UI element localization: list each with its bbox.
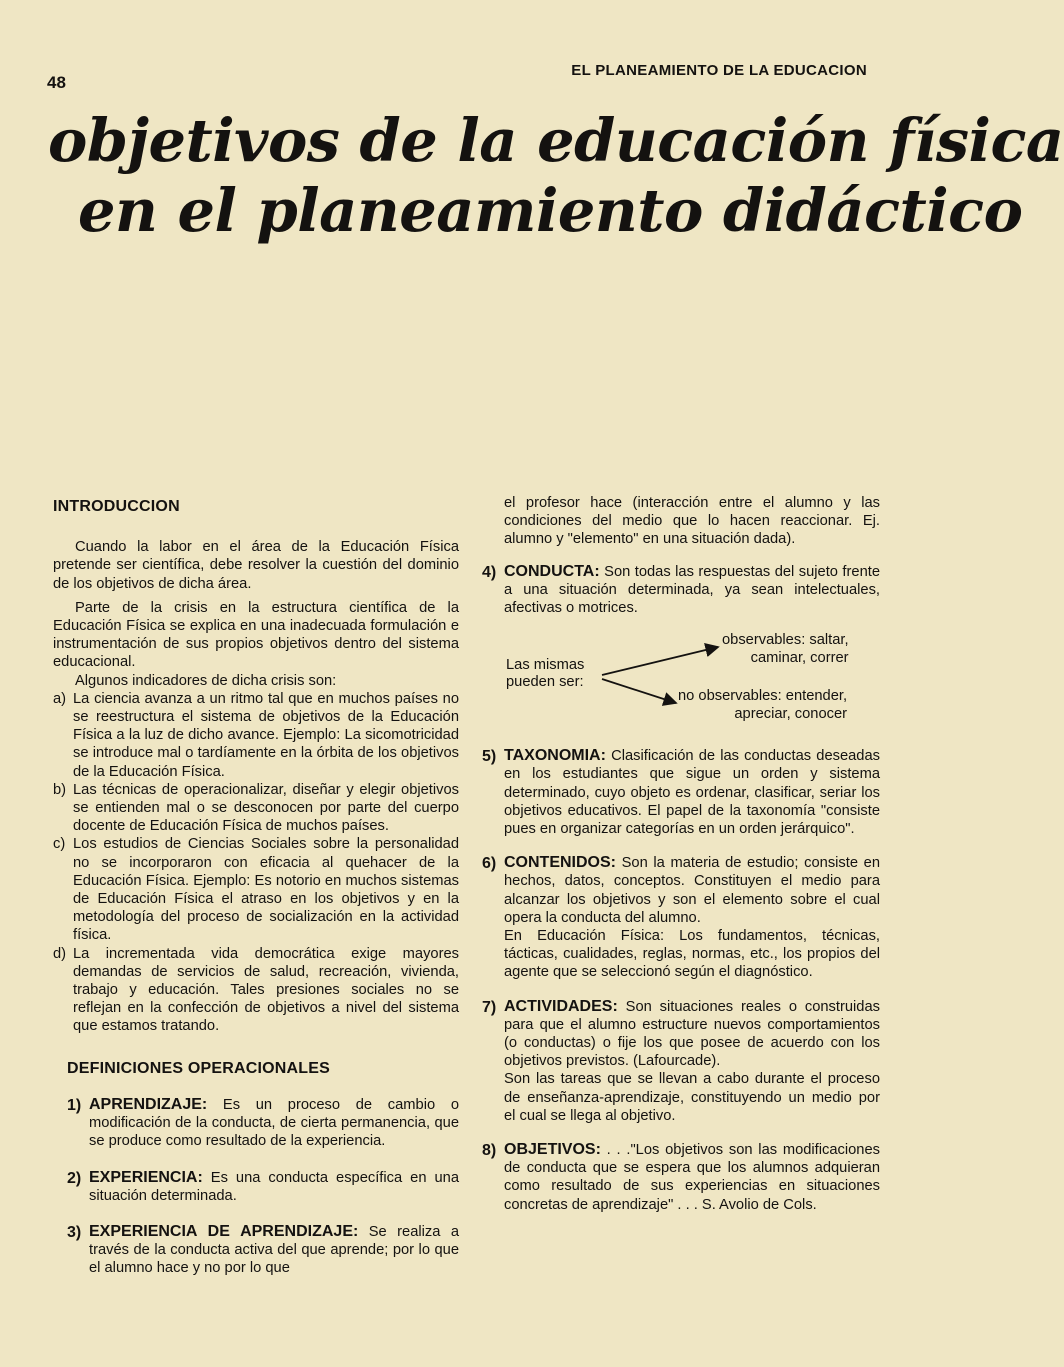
definition-item: [482, 563, 880, 618]
definition-text: Son situaciones reales o construidas para que el alumno estructure nuevos comportamientos (o conductas) o fije los que posee de acuerdo con los objetivos previstos. (Lafourcade).: [504, 998, 880, 1070]
list-item-text: La incrementada vida democrática exige mayores demandas de servicios de salud, recreación, vivienda, trabajo y educación. Tales presiones sociales no se reflejan en la confección de objetivos a nivel del sistema que estamos tratando.: [73, 945, 459, 1035]
definition-item: [67, 1096, 459, 1151]
definition-item: [482, 747, 880, 838]
diagram-no-observables: [678, 687, 847, 723]
definition-number: 6): [482, 855, 497, 873]
list-item: [53, 781, 459, 836]
definition-term: OBJETIVOS:: [504, 1141, 601, 1159]
observables-line-1: observables: saltar,: [722, 632, 849, 649]
conducta-diagram: [482, 631, 880, 733]
definition-3-continuation: el profesor hace (interacción entre el alumno y las condiciones del medio que lo hacen reaccionar. Ej. alumno y "elemento" en una situación dada).: [504, 495, 880, 548]
definition-item: [482, 1141, 880, 1214]
article-title-line-2: en el planeamiento didáctico: [78, 176, 1023, 245]
definition-term: APRENDIZAJE:: [89, 1095, 208, 1113]
list-item: [53, 835, 459, 944]
definition-extra-text: En Educación Física: Los fundamentos, técnicas, tácticas, cualidades, reglas, normas, etc., los propios del agente que se seleccionó según el diagnóstico.: [504, 928, 880, 981]
definition-item: [67, 1169, 459, 1205]
definition-number: 3): [67, 1223, 82, 1241]
definition-text: Es una conducta específica en una situación determinada.: [89, 1169, 459, 1204]
definition-number: 1): [67, 1096, 82, 1114]
definition-item: [482, 998, 880, 1125]
definition-text: Son todas las respuestas del sujeto frente a una situación determinada, ya sean intelectuales, afectivas o motrices.: [504, 563, 880, 617]
list-item-text: Las técnicas de operacionalizar, diseñar y elegir objetivos se entienden mal o se desconocen por parte del cuerpo docente de Educación Física de muchos países.: [73, 781, 459, 835]
arrow-down-line: [602, 679, 676, 703]
definition-text: Clasificación de las conductas deseadas en los estudiantes que sigue un orden y sistema determinado, cuyo objeto es ordenar, clasificar, seriar los objetivos educativos. El papel de la taxonomía "consiste pues en organizar categorías en un orden jerárquico".: [504, 748, 880, 838]
definition-number: 5): [482, 748, 497, 766]
list-item: [53, 945, 459, 1036]
arrow-up-line: [602, 647, 718, 675]
list-item-text: Los estudios de Ciencias Sociales sobre la personalidad no se incorporaron con eficacia al quehacer de la Educación Física. Ejemplo: Es notorio en muchos sistemas de Educación Física el atraso en los objetivos y en la metodología del proceso de socialización en la actividad física.: [73, 836, 459, 944]
crisis-indicators-list: [53, 690, 459, 1036]
definition-term: EXPERIENCIA:: [89, 1168, 203, 1186]
definition-text: Son la materia de estudio; consiste en hechos, datos, conceptos. Constituyen el medio para alcanzar los objetivos y son el elemento sobre el cual opera la conducta del alumno.: [504, 855, 880, 926]
diagram-lead-text: Las mismas pueden ser:: [506, 657, 585, 691]
list-marker: d): [53, 945, 67, 962]
introduccion-heading: INTRODUCCION: [53, 498, 180, 515]
running-head: EL PLANEAMIENTO DE LA EDUCACION: [571, 62, 867, 79]
definition-text: Se realiza a través de la conducta activa del que aprende; por lo que el alumno hace y no por lo que: [89, 1223, 459, 1277]
definition-term: CONDUCTA:: [504, 562, 600, 580]
diagram-observables: [722, 631, 849, 667]
definition-item: [67, 1223, 459, 1278]
list-marker: b): [53, 781, 67, 798]
definition-number: 7): [482, 998, 497, 1016]
definition-term: ACTIVIDADES:: [504, 997, 618, 1015]
left-column: [53, 498, 459, 1278]
intro-paragraph-1: Cuando la labor en el área de la Educación Física pretende ser científica, debe resolver la cuestión del dominio de los objetivos de dicha área.: [53, 539, 459, 592]
definition-item: [482, 854, 880, 981]
definition-term: EXPERIENCIA DE APRENDIZAJE:: [89, 1222, 359, 1240]
definition-term: CONTENIDOS:: [504, 854, 616, 872]
article-title-line-1: objetivos de la educación física: [48, 106, 1064, 175]
definition-extra-text: Son las tareas que se llevan a cabo durante el proceso de enseñanza-aprendizaje, constituyendo un medio por el cual se llega al objetivo.: [504, 1071, 880, 1124]
definition-term: TAXONOMIA:: [504, 747, 606, 765]
list-item-text: La ciencia avanza a un ritmo tal que en muchos países no se reestructura el sistema de objetivos de la Educación Física a la luz de dicho avance. Ejemplo: La sicomotricidad se introduce mal o tardíamente en la órbita de los objetivos de la Educación Física.: [73, 690, 459, 780]
definition-number: 4): [482, 563, 497, 581]
intro-paragraph-2: Parte de la crisis en la estructura científica de la Educación Física se explica en una inadecuada formulación e instrumentación de sus propios objetivos dentro del sistema educacional.: [53, 599, 459, 671]
page-number: 48: [47, 73, 66, 92]
definition-number: 2): [67, 1169, 82, 1187]
definiciones-heading: DEFINICIONES OPERACIONALES: [67, 1059, 331, 1077]
definition-number: 8): [482, 1142, 497, 1160]
intro-paragraph-3: Algunos indicadores de dicha crisis son:: [75, 672, 337, 689]
no-observables-line-1: no observables: entender,: [678, 688, 848, 705]
list-marker: a): [53, 690, 67, 707]
list-marker: c): [53, 836, 66, 853]
right-column: [482, 494, 880, 1214]
no-observables-line-2: apreciar, conocer: [734, 706, 848, 723]
observables-line-2: caminar, correr: [750, 650, 849, 667]
definition-text: Es un proceso de cambio o modificación de la conducta, de cierta permanencia, que se produce como resultado de la experiencia.: [89, 1096, 459, 1150]
definition-text: . . ."Los objetivos son las modificaciones de conducta que se espera que los alumnos adquieran como resultado de sus experiencias en situaciones concretas de aprendizaje" . . . S. Avolio de Cols.: [504, 1142, 880, 1213]
list-item: [53, 690, 459, 781]
